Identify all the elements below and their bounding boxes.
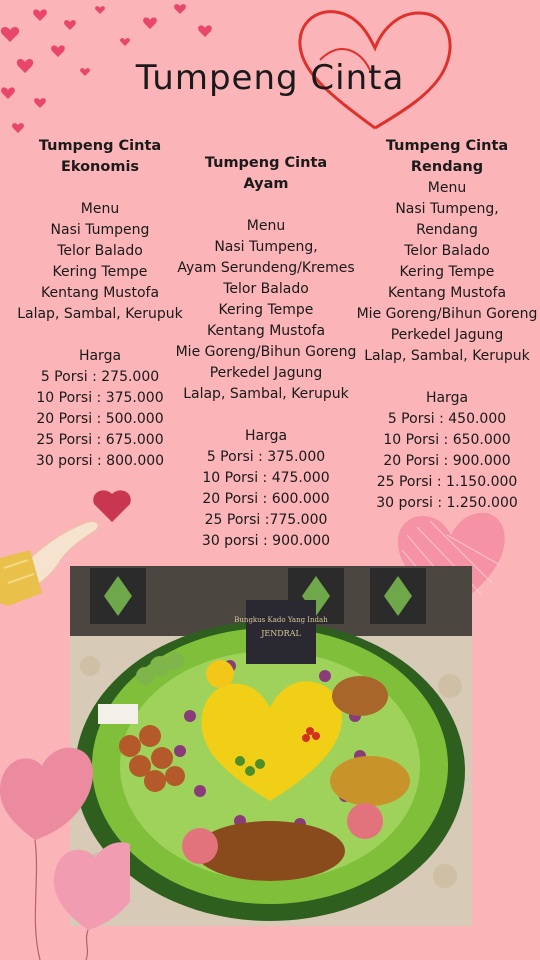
menu-item: Kering Tempe: [218, 302, 314, 318]
menu-item: Mie Goreng/Bihun Goreng: [356, 306, 538, 322]
card-script-text: Bungkus Kado Yang Indah: [234, 616, 328, 624]
menu-item: Kentang Mustofa: [206, 323, 326, 339]
package-name: Tumpeng Cinta: [204, 155, 328, 171]
menu-item: Telor Balado: [223, 281, 309, 297]
menu-heading: Menu: [80, 201, 120, 217]
price-item: 10 Porsi : 650.000: [383, 432, 511, 448]
package-ayam: [170, 153, 362, 552]
page-title: Tumpeng Cinta: [135, 58, 405, 98]
menu-item: Kering Tempe: [399, 264, 495, 280]
menu-item: Ayam Serundeng/Kremes: [177, 260, 355, 276]
menu-item: Telor Balado: [404, 243, 490, 259]
menu-item: Lalap, Sambal, Kerupuk: [183, 386, 349, 402]
price-heading: Harga: [425, 390, 469, 406]
price-item: 20 Porsi : 500.000: [36, 411, 164, 427]
tumpeng-photo: [70, 566, 472, 926]
price-item: 20 Porsi : 600.000: [202, 491, 330, 507]
price-item: 10 Porsi : 475.000: [202, 470, 330, 486]
menu-heading: Menu: [246, 218, 286, 234]
menu-item: Kentang Mustofa: [40, 285, 160, 301]
package-name: Tumpeng Cinta: [38, 138, 162, 154]
price-item: 30 porsi : 800.000: [35, 453, 165, 469]
heart-balloons-decoration: [0, 740, 130, 960]
price-item: 5 Porsi : 275.000: [40, 369, 160, 385]
menu-item: Rendang: [416, 222, 478, 238]
price-item: 5 Porsi : 450.000: [387, 411, 507, 427]
menu-item: Nasi Tumpeng,: [395, 201, 499, 217]
menu-item: Nasi Tumpeng,: [214, 239, 318, 255]
menu-heading: Menu: [427, 180, 467, 196]
package-name-variant: Rendang: [410, 159, 484, 175]
price-item: 30 porsi : 1.250.000: [376, 495, 518, 511]
menu-item: Lalap, Sambal, Kerupuk: [17, 306, 183, 322]
price-heading: Harga: [78, 348, 122, 364]
price-item: 25 Porsi :775.000: [204, 512, 328, 528]
menu-item: Perkedel Jagung: [390, 327, 504, 343]
price-item: 30 porsi : 900.000: [201, 533, 331, 549]
menu-item: Telor Balado: [57, 243, 143, 259]
package-name-variant: Ekonomis: [60, 159, 140, 175]
menu-item: Kering Tempe: [52, 264, 148, 280]
menu-item: Perkedel Jagung: [209, 365, 323, 381]
price-item: 10 Porsi : 375.000: [36, 390, 164, 406]
package-name-variant: Ayam: [243, 176, 289, 192]
card-jendral-text: JENDRAL: [261, 629, 301, 638]
price-item: 25 Porsi : 675.000: [36, 432, 164, 448]
menu-item: Lalap, Sambal, Kerupuk: [364, 348, 530, 364]
tumpeng-platter-illustration: [70, 566, 472, 926]
price-heading: Harga: [244, 428, 288, 444]
price-item: 5 Porsi : 375.000: [206, 449, 326, 465]
menu-item: Nasi Tumpeng: [50, 222, 150, 238]
package-rendang: [352, 136, 540, 514]
package-name: Tumpeng Cinta: [385, 138, 509, 154]
price-item: 25 Porsi : 1.150.000: [376, 474, 518, 490]
menu-item: Mie Goreng/Bihun Goreng: [175, 344, 357, 360]
menu-item: Kentang Mustofa: [387, 285, 507, 301]
price-item: 20 Porsi : 900.000: [383, 453, 511, 469]
